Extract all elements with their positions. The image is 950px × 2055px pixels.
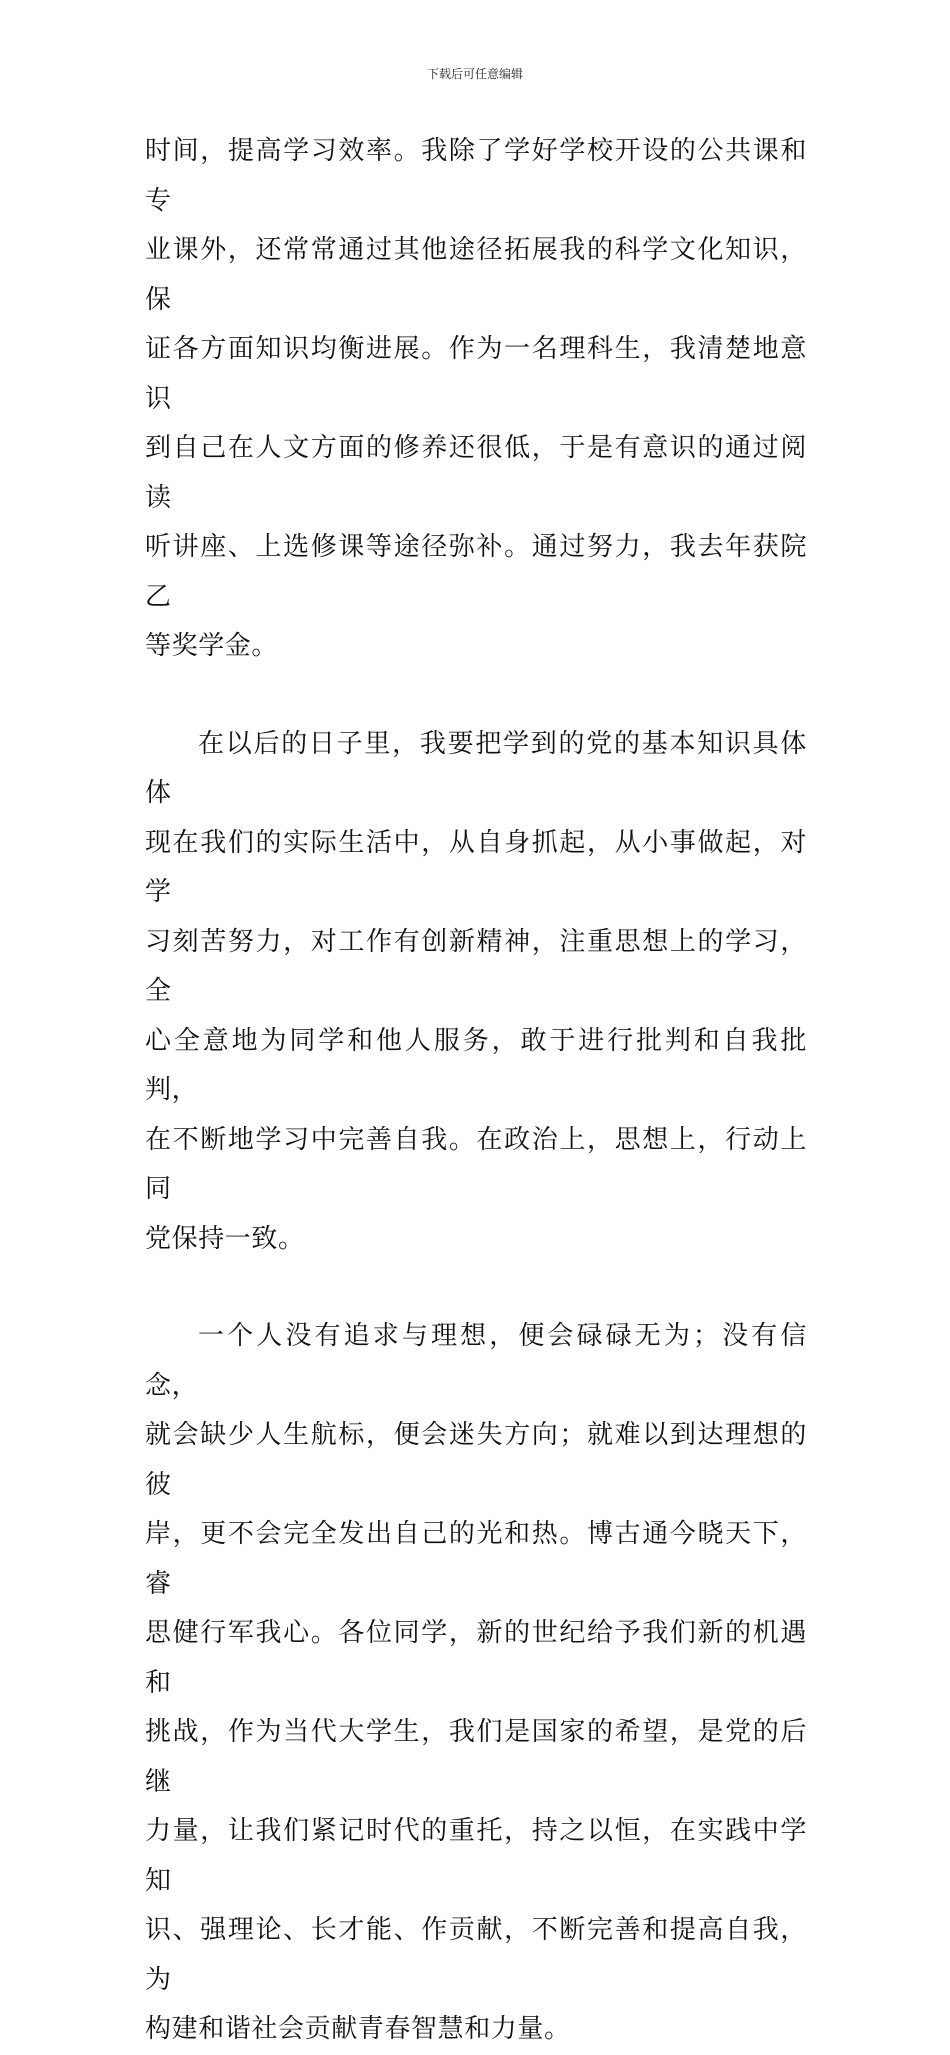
text-line: 现在我们的实际生活中，从自身抓起，从小事做起，对学 bbox=[145, 827, 807, 907]
text-line: 到自己在人文方面的修养还很低，于是有意识的通过阅读 bbox=[145, 433, 807, 513]
text-line: 识、强理论、长才能、作贡献，不断完善和提高自我，为 bbox=[145, 1915, 807, 1995]
text-line: 党保持一致。 bbox=[145, 1223, 305, 1254]
text-line: 心全意地为同学和他人服务，敢于进行批判和自我批判， bbox=[145, 1025, 807, 1105]
paragraph-3 bbox=[145, 1312, 807, 2055]
text-line: 就会缺少人生航标，便会迷失方向；就难以到达理想的彼 bbox=[145, 1420, 807, 1500]
document-body bbox=[145, 127, 807, 2055]
text-line: 听讲座、上选修课等途径弥补。通过努力，我去年获院乙 bbox=[145, 532, 807, 612]
text-line: 在不断地学习中完善自我。在政治上，思想上，行动上同 bbox=[145, 1124, 807, 1204]
text-line: 业课外，还常常通过其他途径拓展我的科学文化知识，保 bbox=[145, 235, 807, 315]
paragraph-spacer bbox=[145, 1264, 807, 1312]
text-line: 思健行军我心。各位同学，新的世纪给予我们新的机遇和 bbox=[145, 1618, 807, 1698]
text-line: 岸，更不会完全发出自己的光和热。博古通今晓天下，睿 bbox=[145, 1519, 807, 1599]
text-line: 在以后的日子里，我要把学到的党的基本知识具体体 bbox=[145, 728, 807, 808]
text-line: 证各方面知识均衡进展。作为一名理科生，我清楚地意识 bbox=[145, 334, 807, 414]
text-line: 习刻苦努力，对工作有创新精神，注重思想上的学习，全 bbox=[145, 926, 807, 1006]
text-line: 构建和谐社会贡献青春智慧和力量。 bbox=[145, 2014, 571, 2044]
paragraph-spacer bbox=[145, 672, 807, 720]
text-line: 时间，提高学习效率。我除了学好学校开设的公共课和专 bbox=[145, 136, 807, 216]
text-line: 力量，让我们紧记时代的重托，持之以恒，在实践中学知 bbox=[145, 1816, 807, 1896]
text-line: 等奖学金。 bbox=[145, 631, 279, 661]
paragraph-1 bbox=[145, 127, 807, 672]
paragraph-2 bbox=[145, 720, 807, 1265]
text-line: 挑战，作为当代大学生，我们是国家的希望，是党的后继 bbox=[145, 1717, 807, 1797]
text-line: 一个人没有追求与理想，便会碌碌无为；没有信念， bbox=[145, 1321, 807, 1401]
page-header: 下载后可任意编辑 bbox=[426, 67, 523, 81]
